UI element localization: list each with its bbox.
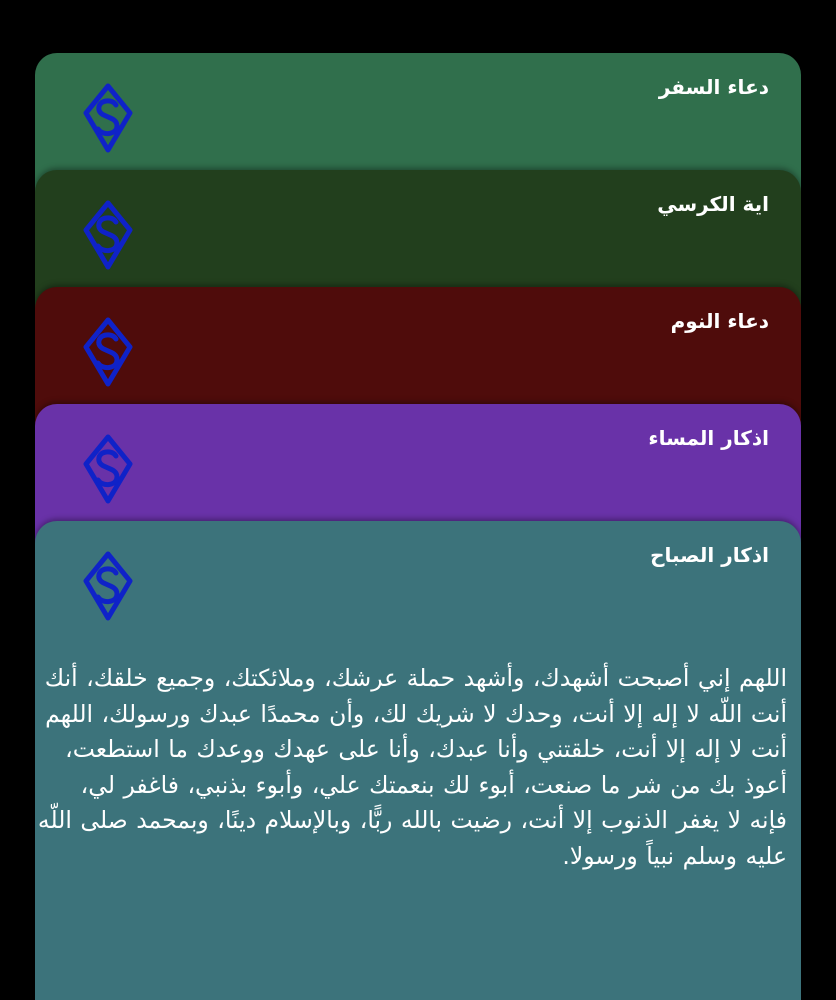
leaf-s-logo-icon [83, 200, 133, 270]
card-title: دعاء السفر [658, 75, 769, 99]
leaf-s-logo-icon [83, 317, 133, 387]
card-dua-text: اللهم إني أصبحت أشهدك، وأشهد حملة عرشك، وملائكتك، وجميع خلقك، أنك أنت اللّه لا إله إلا أنت، وحدك لا شريك لك، وأن محمدًا عبدك ورسولك، اللهم أنت لا إله إلا أنت، خلقتني وأنا عبدك، وأنا على عهدك ووعدك ما استطعت، أعوذ بك من شر ما صنعت، أبوء لك بنعمتك علي، وأبوء بذنبي، فاغفر لي، فإنه لا يغفر الذنوب إلا أنت، رضيت بالله ربًّا، وبالإسلام دينًا، وبمحمد صلى اللّه عليه وسلم نبياً ورسولا. [37, 664, 787, 870]
card-title: دعاء النوم [670, 309, 769, 333]
card-title: اذكار الصباح [650, 543, 769, 567]
card-morning-azkar[interactable] [35, 521, 801, 1000]
leaf-s-logo-icon [83, 83, 133, 153]
card-title: اية الكرسي [657, 192, 769, 216]
leaf-s-logo-icon [83, 434, 133, 504]
leaf-s-logo-icon [83, 551, 133, 621]
card-title: اذكار المساء [648, 426, 769, 450]
